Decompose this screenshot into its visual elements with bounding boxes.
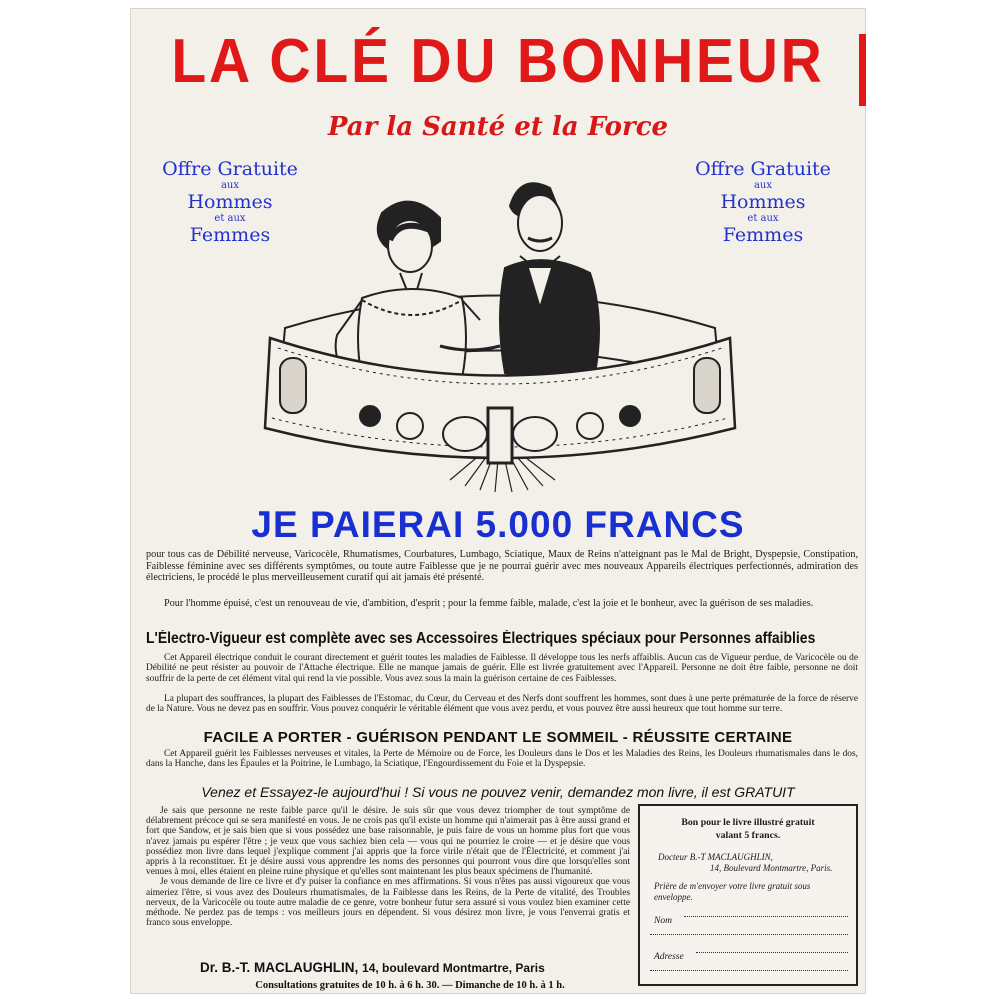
letter-paragraph-2: Je vous demande de lire ce livre et d'y puiser la confiance en mes affirmations. Si vous n'êtes pas aussi vigoureux que vous aimeriez l'être, si vous avez des Douleurs rhumatismales, de la Faiblesse dans les Reins, de la Perte de vitalité, des Troubles nerveux, de la Varicocèle ou toute autre maladie de ce genre, votre bonheur futur sera assuré si vous voulez bien examiner cette méthode. Ne perdez pas de temps : vos meilleurs jours en dépendent. Si vous désirez mon livre, je vous l'enverrai gratis et franco sous enveloppe. <box>146 877 630 929</box>
offer-right-line4: et aux <box>747 213 779 224</box>
doctor-address: 14, boulevard Montmartre, Paris <box>362 961 545 975</box>
page-title: LA CLÉ DU BONHEUR <box>171 27 825 96</box>
coupon-name-line[interactable] <box>684 916 848 917</box>
main-headline: JE PAIERAI 5.000 FRANCS <box>251 504 745 545</box>
letter-column <box>146 806 630 928</box>
coupon-request-text: Prière de m'envoyer votre livre gratuit sous enveloppe. <box>654 881 811 902</box>
coupon-address-line-2b[interactable] <box>650 970 848 971</box>
offer-right-line3: Hommes <box>720 191 806 213</box>
order-coupon <box>638 804 858 986</box>
coupon-name-line-2[interactable] <box>650 934 848 935</box>
couple-belt-illustration <box>250 168 750 498</box>
doctor-signature <box>200 960 620 975</box>
advertisement-page <box>130 8 866 994</box>
belt-medallions <box>360 406 640 463</box>
coupon-address-label: Adresse <box>654 952 684 962</box>
coupon-address-line-2: 14, Boulevard Montmartre, Paris. <box>710 862 833 873</box>
coupon-title-2: valant 5 francs. <box>715 830 781 841</box>
section-heading-facile: FACILE A PORTER - GUÉRISON PENDANT LE SOMMEIL - RÉUSSITE CERTAINE <box>203 729 793 746</box>
coupon-name-label: Nom <box>654 916 672 926</box>
red-edge-bar <box>859 34 866 106</box>
section1-paragraph-2: La plupart des souffrances, la plupart des Faiblesses de l'Estomac, du Cœur, du Cerveau et des Nerfs dont souffrent les hommes, sont dues à une perte prématurée de la force de réserve de la Nature. Vous ne devez pas en souffrir. Vous pouvez conquérir le véritable élément que vous avez perdu, et vous pouvez être aussi heureux que tout homme sur terre. <box>146 694 858 715</box>
section-heading-electro-vigueur: L'Électro-Vigueur est complète avec ses Accessoires Électriques spéciaux pour Personnes affaiblies <box>146 630 816 647</box>
coupon-address-line[interactable] <box>696 952 848 953</box>
page-subtitle: Par la Santé et la Force <box>327 112 669 142</box>
intro-paragraph-1: pour tous cas de Débilité nerveuse, Varicocèle, Rhumatismes, Courbatures, Lumbago, Sciatique, Maux de Reins n'atteignant pas le Mal de Bright, Dyspepsie, Constipation, Faiblesse féminine avec ses différents symptômes, ou toute autre Faiblesse que je ne pourrai guérir avec mes nouveaux Appareils électriques perfectionnés, admiration des électriciens, le procédé le plus merveilleusement curatif qui ait jamais été présenté. <box>146 549 858 584</box>
section1-paragraph-1: Cet Appareil électrique conduit le courant directement et guérit toutes les maladies de Faiblesse. Il développe tous les nerfs affaiblis. Aucun cas de Vigueur perdue, de Varicocèle ou de Débilité ne peut résister au pouvoir de l'Attache électrique. Elle ne manque jamais de guérir. Elle est livrée gratuitement avec l'Appareil. Personne ne doit être faible, personne ne doit souffrir de la perte de cet élément vital qui rend la vie possible. Vous avez sous la main la guérison certaine de ces Faiblesses. <box>146 653 858 684</box>
coupon-title-1: Bon pour le livre illustré gratuit <box>681 817 815 828</box>
offer-right-line2: aux <box>753 180 773 191</box>
offer-left-line5: Femmes <box>189 224 271 246</box>
call-to-action: Venez et Essayez-le aujourd'hui ! Si vous ne pouvez venir, demandez mon livre, il est GRATUIT <box>201 784 795 800</box>
offer-right-line1: Offre Gratuite <box>695 158 831 180</box>
offer-left-line4: et aux <box>214 213 246 224</box>
offer-left-line1: Offre Gratuite <box>162 158 298 180</box>
doctor-name: Dr. B.-T. MACLAUGHLIN, <box>200 960 359 975</box>
coupon-address-line-1: Docteur B.-T MACLAUGHLIN, <box>658 852 773 862</box>
section2-paragraph-1: Cet Appareil guérit les Faiblesses nerveuses et vitales, la Perte de Mémoire ou de Force, les Douleurs dans le Dos et les Maladies des Reins, les Douleurs rhumatismales dans le dos, dans la Hanche, dans les Épaules et la Poitrine, le Lumbago, la Sciatique, l'Engourdissement du Foie et la Dyspepsie. <box>146 749 858 770</box>
offer-left-line2: aux <box>220 180 240 191</box>
man-figure <box>440 183 599 378</box>
intro-paragraph-2: Pour l'homme épuisé, c'est un renouveau de vie, d'ambition, d'esprit ; pour la femme faible, malade, c'est la joie et le bonheur, avec la guérison de ses maladies. <box>164 598 814 609</box>
letter-paragraph-1: Je sais que personne ne reste faible parce qu'il le désire. Je suis sûr que vous devez triompher de tout symptôme de délabrement précoce qui se sera manifesté en vous. Je ne crois pas qu'il existe un homme qui n'aimerait pas à être aussi grand et fort que Sandow, et je sais bien que si vous possédez une base raisonnable, je puis faire de vous un homme plus fort que vous n'avez jamais pu espérer l'être ; je veux que vous sachiez bien cela — vous qui ne pourriez le croire — et je désire que vous possédiez mon livre dans lequel j'explique comment j'ai appris que la force virile n'était que de l'Électricité, et comment j'ai appris à la reconstituer. Et je désire aussi vous apprendre les noms des personnes qui pourront vous dire que lorsqu'elles sont venues à moi, elles étaient en pleine ruine physique et qu'elles sont maintenant les plus beaux spécimens de l'humanité. <box>146 806 630 878</box>
consultation-hours: Consultations gratuites de 10 h. à 6 h. 30. — Dimanche de 10 h. à 1 h. <box>255 980 565 991</box>
offer-left-line3: Hommes <box>187 191 273 213</box>
offer-right-line5: Femmes <box>722 224 804 246</box>
